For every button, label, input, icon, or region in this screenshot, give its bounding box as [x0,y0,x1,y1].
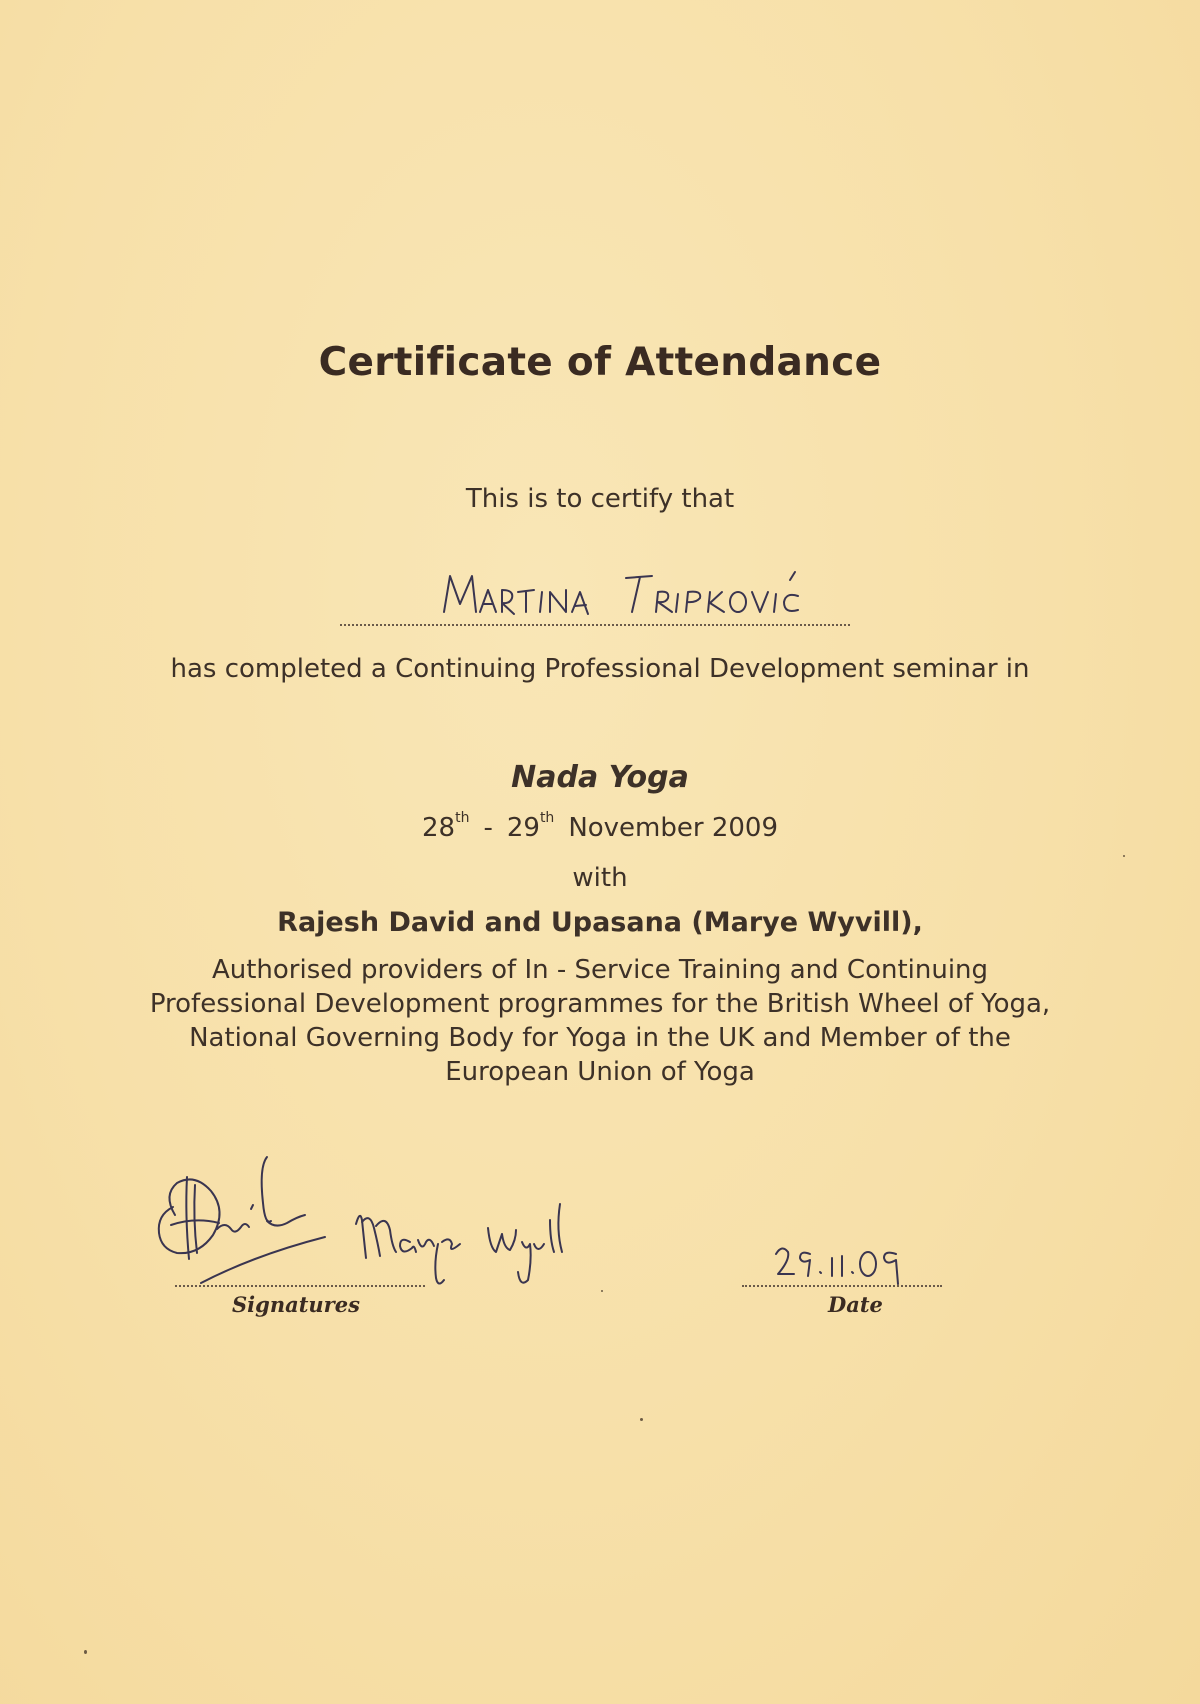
completion-line: has completed a Continuing Professional Development seminar in [170,654,1030,684]
signature-marye-wyvill [350,1200,610,1290]
providers-description [0,953,1200,1089]
providers-line: Rajesh David and Upasana (Marye Wyvill), [277,907,923,938]
paper-speck [84,1650,87,1654]
paper-speck [1123,855,1125,857]
paper-speck [640,1418,643,1421]
date-end-day: 29 [506,813,540,843]
date-line [742,1285,942,1287]
description-line: National Governing Body for Yoga in the UK and Member of the [189,1023,1011,1053]
certify-line: This is to certify that [465,484,735,514]
date-start-suffix: th [455,810,470,827]
description-line: Authorised providers of In - Service Training and Continuing [211,955,989,985]
with-line: with [572,863,628,893]
date-label: Date [828,1292,883,1317]
date-separator: - [483,813,493,843]
certificate-title: Certificate of Attendance [318,340,882,385]
paper-speck [601,1290,603,1292]
date-start-day: 28 [421,813,456,843]
signatures-line [175,1285,425,1287]
course-name: Nada Yoga [511,760,689,795]
recipient-name-line [340,624,850,626]
date-end-suffix: th [539,810,555,827]
description-line: European Union of Yoga [445,1057,755,1087]
date-month-year: November 2009 [568,813,779,843]
description-line: Professional Development programmes for the British Wheel of Yoga, [149,989,1051,1019]
signature-david [155,1155,335,1285]
recipient-name-handwriting [430,568,850,630]
seminar-dates [0,810,1200,846]
signatures-label: Signatures [232,1292,360,1317]
